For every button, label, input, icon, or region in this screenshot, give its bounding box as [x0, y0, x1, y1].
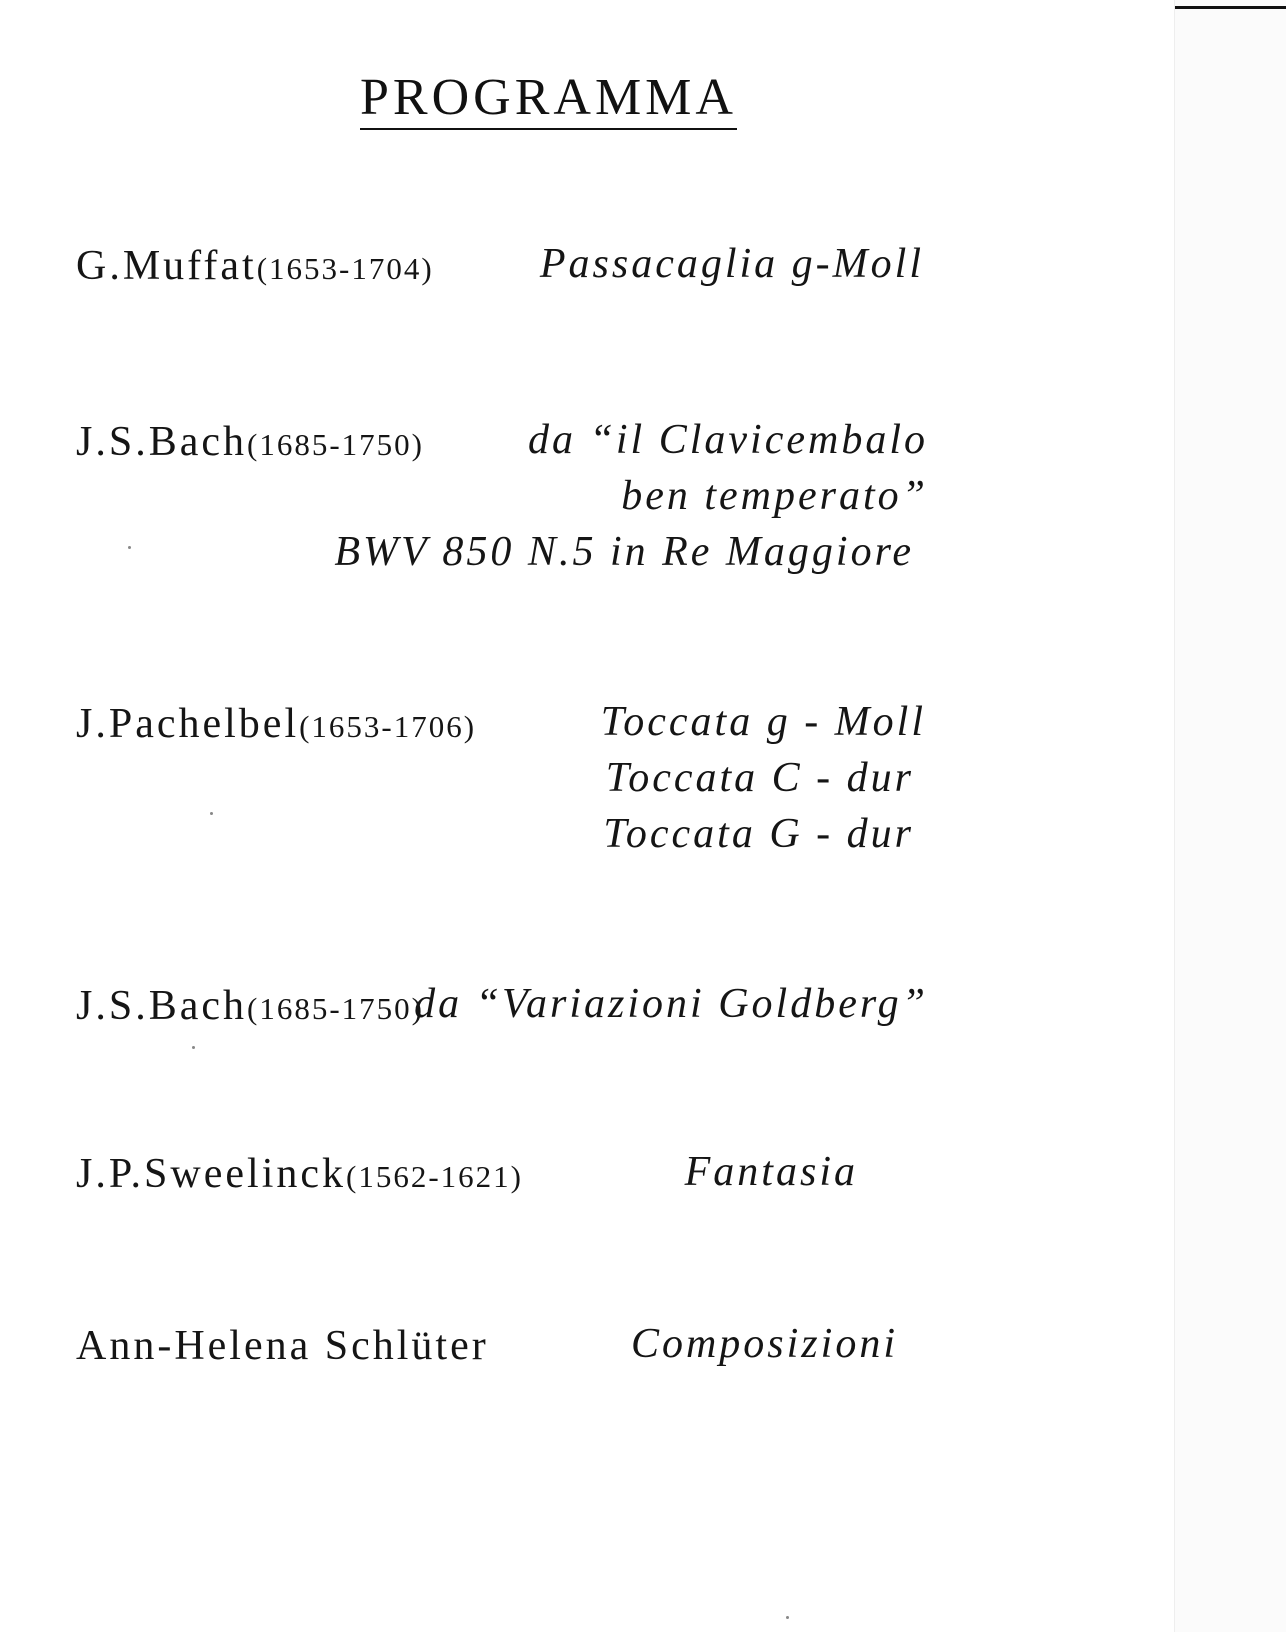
work-goldberg: da “Variazioni Goldberg”	[414, 981, 928, 1027]
composer-schlueter	[76, 1322, 489, 1370]
page-title: PROGRAMMA	[360, 70, 737, 130]
work-bwv850: BWV 850 N.5 in Re Maggiore	[334, 529, 914, 575]
composer-dates: (1653-1704)	[256, 251, 434, 286]
work-composizioni: Composizioni	[630, 1321, 898, 1367]
work-passacaglia: Passacaglia g-Moll	[539, 241, 924, 287]
scan-speck	[786, 1616, 789, 1619]
composer-dates: (1653-1706)	[299, 709, 477, 744]
work-clavicembalo-line2: ben temperato”	[621, 473, 928, 519]
composer-bach-1	[76, 418, 424, 466]
composer-name: G.Muffat	[76, 243, 257, 289]
composer-dates: (1562-1621)	[346, 1159, 523, 1194]
work-clavicembalo-line1: da “il Clavicembalo	[528, 417, 928, 463]
scan-speck	[210, 812, 213, 815]
composer-dates: (1685-1750)	[247, 991, 424, 1026]
composer-sweelinck	[76, 1150, 523, 1198]
composer-pachelbel	[76, 700, 476, 748]
margin-rule	[1175, 6, 1286, 9]
work-toccata-g-moll: Toccata g - Moll	[600, 699, 926, 745]
scan-speck	[192, 1046, 195, 1049]
composer-dates: (1685-1750)	[247, 427, 424, 462]
scan-speck	[128, 546, 131, 549]
composer-bach-2	[76, 982, 424, 1030]
work-toccata-c-dur: Toccata C - dur	[605, 755, 914, 801]
composer-name: J.S.Bach	[76, 983, 247, 1029]
scan-margin-strip	[1174, 0, 1286, 1632]
composer-muffat	[76, 242, 434, 290]
composer-name: J.P.Sweelinck	[76, 1151, 346, 1197]
work-fantasia: Fantasia	[684, 1149, 858, 1195]
composer-name: J.Pachelbel	[76, 701, 300, 747]
work-toccata-g-dur: Toccata G - dur	[603, 811, 914, 857]
composer-name: J.S.Bach	[76, 419, 247, 465]
composer-name: Ann-Helena Schlüter	[76, 1323, 489, 1369]
